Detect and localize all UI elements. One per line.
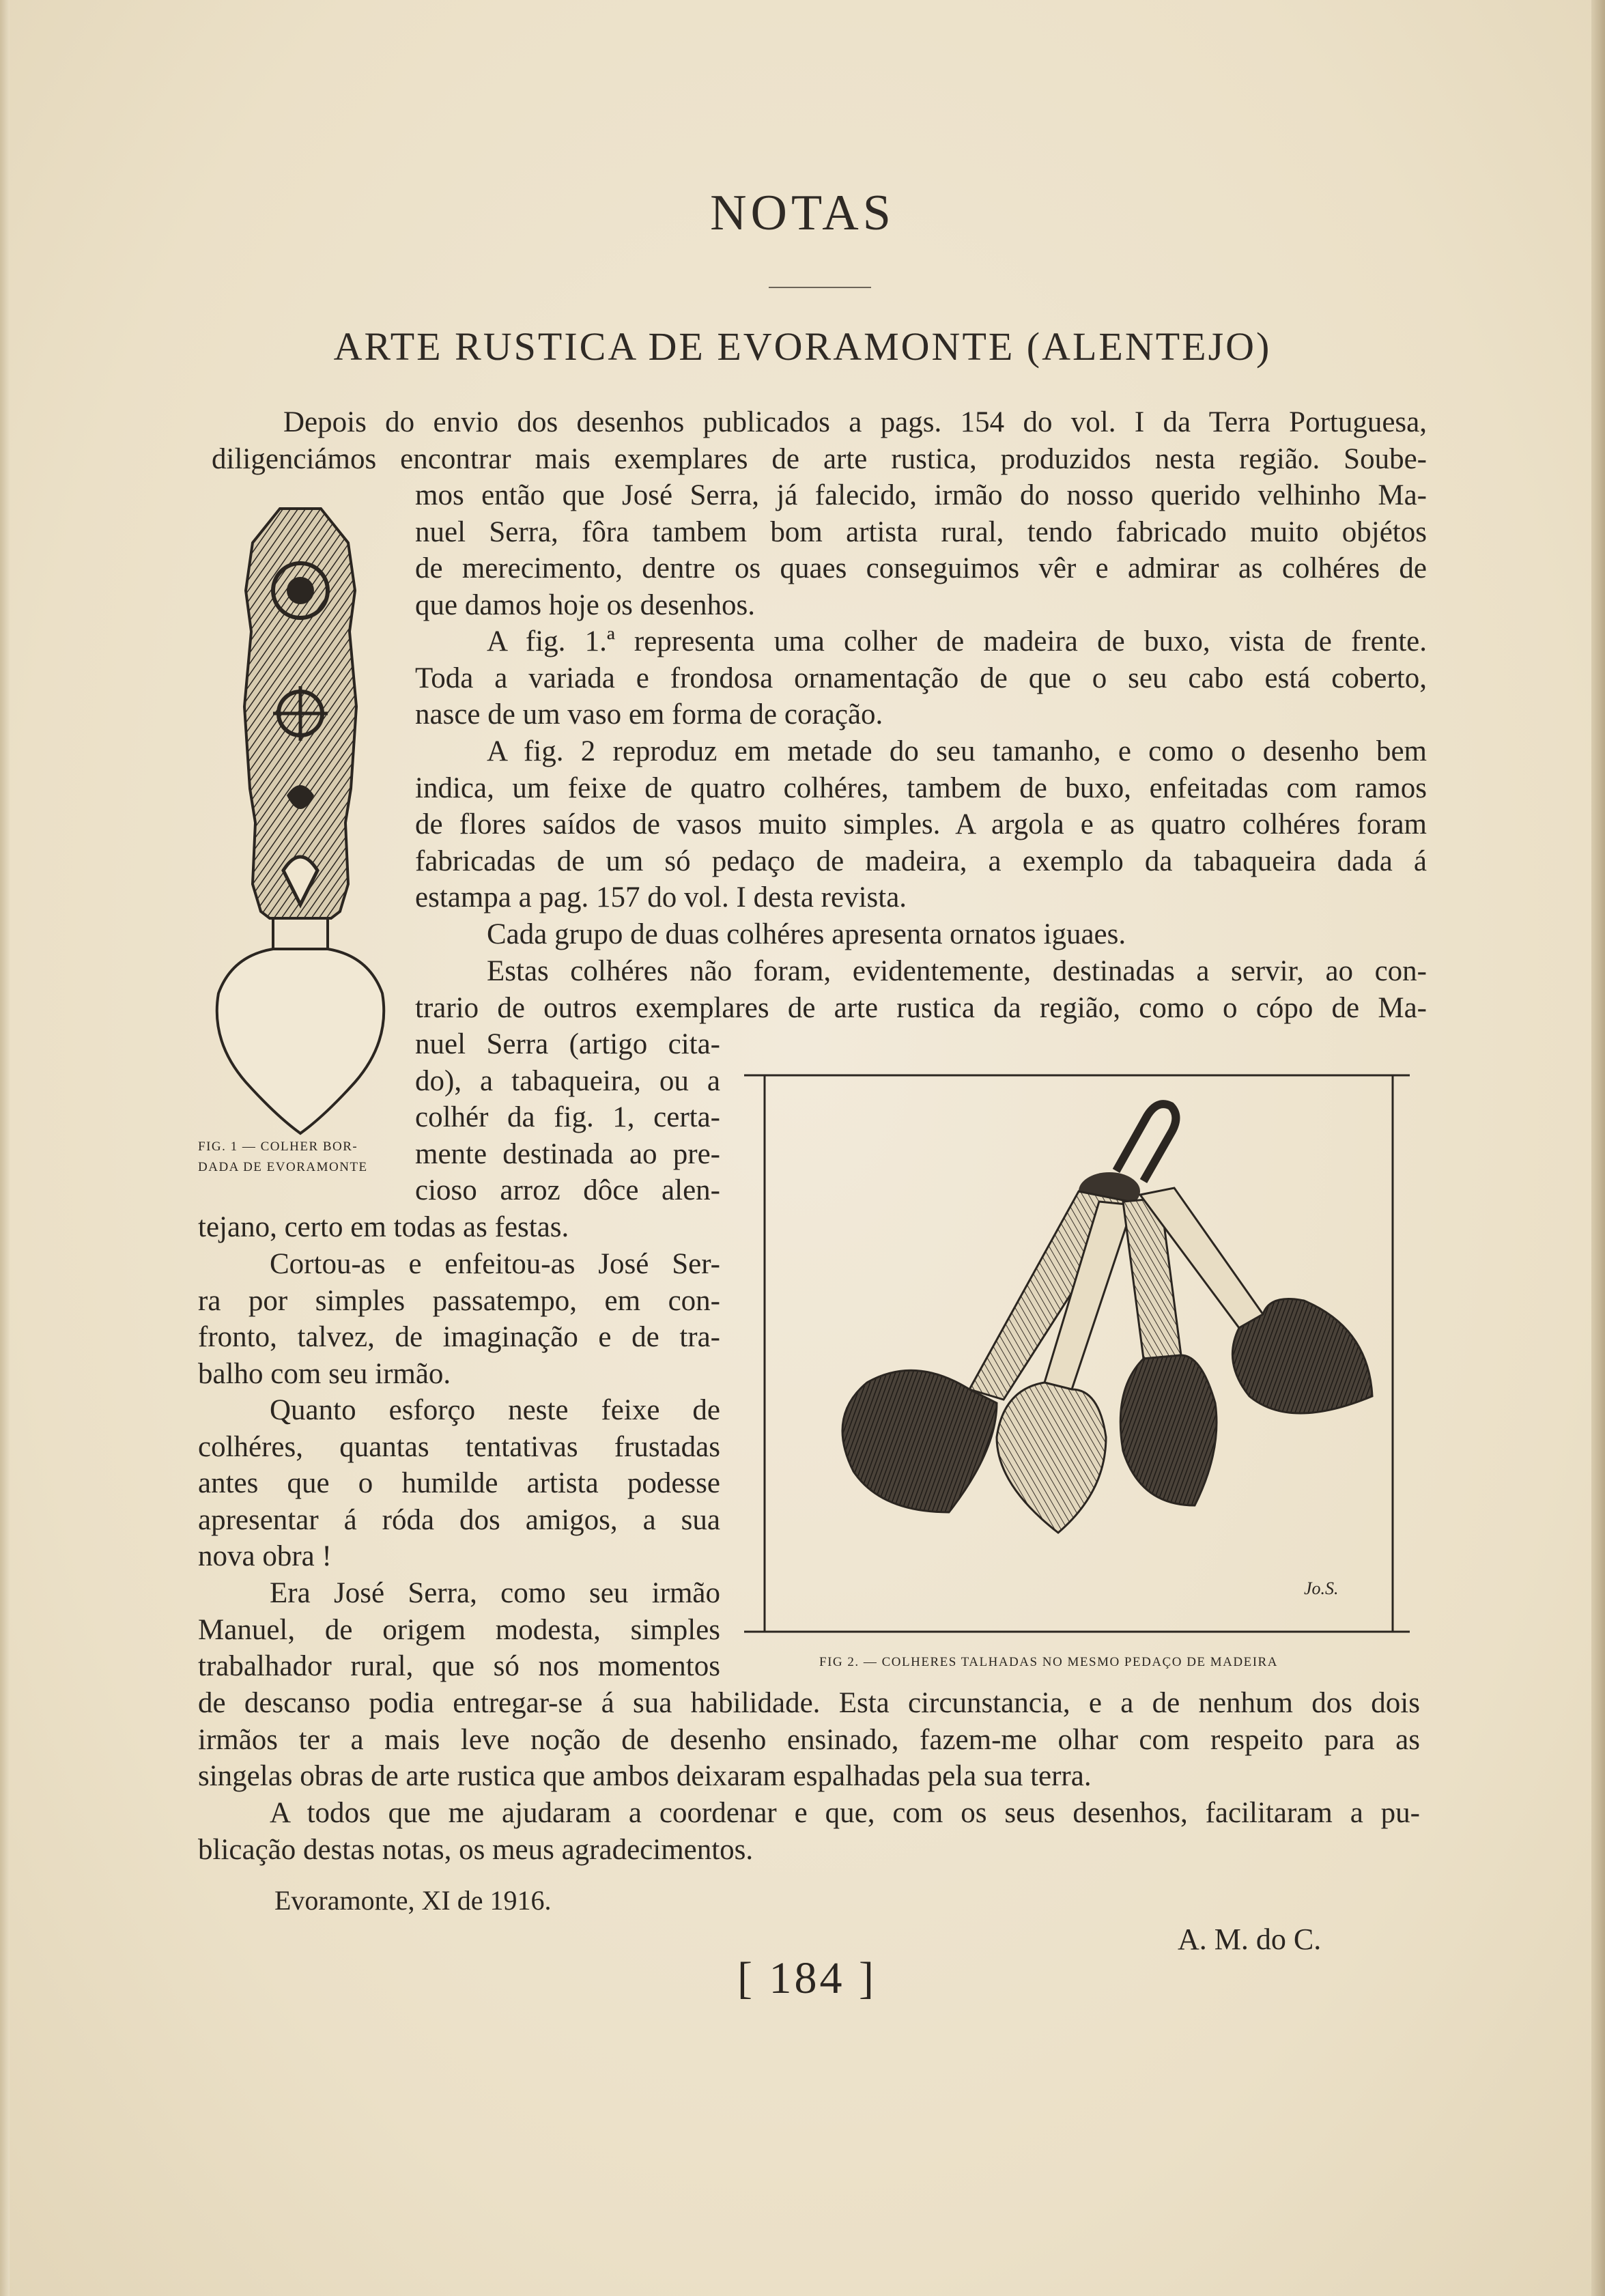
- text-line: Manuel, de origem modesta, simples: [198, 1613, 720, 1646]
- paragraph-5: [415, 953, 1427, 1026]
- text-line: cioso arroz dôce alen-: [415, 1174, 720, 1207]
- text-line: fronto, talvez, de imaginação e de tra-: [198, 1321, 720, 1354]
- text-line: apresentar á róda dos amigos, a sua: [198, 1503, 720, 1536]
- caption-line: FIG. 1 — COLHER BOR-: [198, 1139, 358, 1154]
- text-line: colhéres, quantas tentativas frustadas: [198, 1430, 720, 1463]
- text-line: Quanto esforço neste feixe de: [270, 1394, 720, 1426]
- paragraph-1: [212, 404, 1427, 477]
- figure-2-caption: FIG 2. — COLHERES TALHADAS NO MESMO PEDAÇO DE MADEIRA: [819, 1655, 1278, 1669]
- text-line: ra por simples passatempo, em con-: [198, 1284, 720, 1317]
- text-line: irmãos ter a mais leve noção de desenho ensinado, fazem-me olhar com respeito para as: [198, 1723, 1420, 1756]
- figure-1-caption: [198, 1137, 368, 1178]
- text-line: Cortou-as e enfeitou-as José Ser-: [270, 1248, 720, 1280]
- text-line: blicação destas notas, os meus agradecimentos.: [198, 1833, 754, 1866]
- page-number: [ 184 ]: [737, 1953, 877, 2003]
- paragraph-5-narrow: [415, 1026, 720, 1209]
- text-line: estampa a pag. 157 do vol. I desta revista.: [415, 881, 907, 914]
- paragraph-7: [198, 1392, 720, 1575]
- text-line: tejano, certo em todas as festas.: [198, 1211, 569, 1243]
- text-line: de flores saídos de vasos muito simples. A argola e as quatro colhéres foram: [415, 808, 1427, 841]
- text-line: A fig. 1.ª representa uma colher de madeira de buxo, vista de frente.: [487, 625, 1427, 657]
- paragraph-3: [415, 733, 1427, 916]
- paragraph-4: [415, 916, 1427, 953]
- figure-2-artist-mark: Jo.S.: [1304, 1578, 1339, 1598]
- author-signature: A. M. do C.: [1178, 1923, 1322, 1956]
- text-line: diligenciámos encontrar mais exemplares de arte rustica, produzidos nesta região. Soube-: [212, 442, 1427, 475]
- text-line: Depois do envio dos desenhos publicados a pags. 154 do vol. I da Terra Portuguesa,: [283, 406, 1427, 438]
- text-line: Cada grupo de duas colhéres apresenta ornatos iguaes.: [487, 918, 1126, 950]
- figure-2-spoons-illustration: [744, 1068, 1413, 1649]
- text-line: de descanso podia entregar-se á sua habilidade. Esta circunstancia, e a de nenhum dos dois: [198, 1687, 1420, 1719]
- text-line: mos então que José Serra, já falecido, irmão do nosso querido velhinho Ma-: [415, 479, 1427, 511]
- text-line: Era José Serra, como seu irmão: [270, 1577, 720, 1609]
- text-line: do), a tabaqueira, ou a: [415, 1064, 720, 1097]
- figure-1-spoon-illustration: [205, 502, 396, 1140]
- paragraph-5-end: [198, 1209, 720, 1246]
- text-line: trario de outros exemplares de arte rustica da região, como o cópo de Ma-: [415, 991, 1427, 1024]
- text-line: trabalhador rural, que só nos momentos: [198, 1650, 720, 1683]
- title-rule: [769, 287, 871, 288]
- text-line: colhér da fig. 1, certa-: [415, 1101, 720, 1134]
- text-line: mente destinada ao pre-: [415, 1137, 720, 1170]
- text-line: de merecimento, dentre os quaes conseguimos vêr e admirar as colhéres de: [415, 552, 1427, 585]
- text-line: nasce de um vaso em forma de coração.: [415, 698, 883, 731]
- text-line: fabricadas de um só pedaço de madeira, a exemplo da tabaqueira dada á: [415, 845, 1427, 877]
- text-line: nuel Serra (artigo cita-: [415, 1028, 720, 1060]
- text-line: singelas obras de arte rustica que ambos deixaram espalhadas pela sua terra.: [198, 1760, 1092, 1793]
- paragraph-1-continued: [415, 477, 1427, 623]
- text-line: A todos que me ajudaram a coordenar e que, com os seus desenhos, facilitaram a pu-: [270, 1797, 1420, 1829]
- paragraph-2: [415, 623, 1427, 733]
- text-line: balho com seu irmão.: [198, 1357, 451, 1390]
- page-title: NOTAS: [710, 185, 895, 241]
- text-line: antes que o humilde artista podesse: [198, 1467, 720, 1500]
- paragraph-9: [198, 1795, 1420, 1868]
- text-line: Toda a variada e frondosa ornamentação de que o seu cabo está coberto,: [415, 662, 1427, 694]
- dateline: Evoramonte, XI de 1916.: [274, 1885, 552, 1916]
- article-title: ARTE RUSTICA DE EVORAMONTE (ALENTEJO): [333, 324, 1272, 369]
- text-line: que damos hoje os desenhos.: [415, 589, 756, 621]
- paragraph-8: [198, 1575, 720, 1685]
- paragraph-6: [198, 1246, 720, 1392]
- caption-line: DADA DE EVORAMONTE: [198, 1160, 368, 1174]
- text-line: A fig. 2 reproduz em metade do seu tamanho, e como o desenho bem: [487, 735, 1427, 767]
- paragraph-8-continued: [198, 1685, 1420, 1795]
- text-line: indica, um feixe de quatro colhéres, tambem de buxo, enfeitadas com ramos: [415, 771, 1427, 804]
- text-line: Estas colhéres não foram, evidentemente, destinadas a servir, ao con-: [487, 955, 1427, 987]
- text-line: nuel Serra, fôra tambem bom artista rural, tendo fabricado muito objétos: [415, 515, 1427, 548]
- text-line: nova obra !: [198, 1540, 332, 1573]
